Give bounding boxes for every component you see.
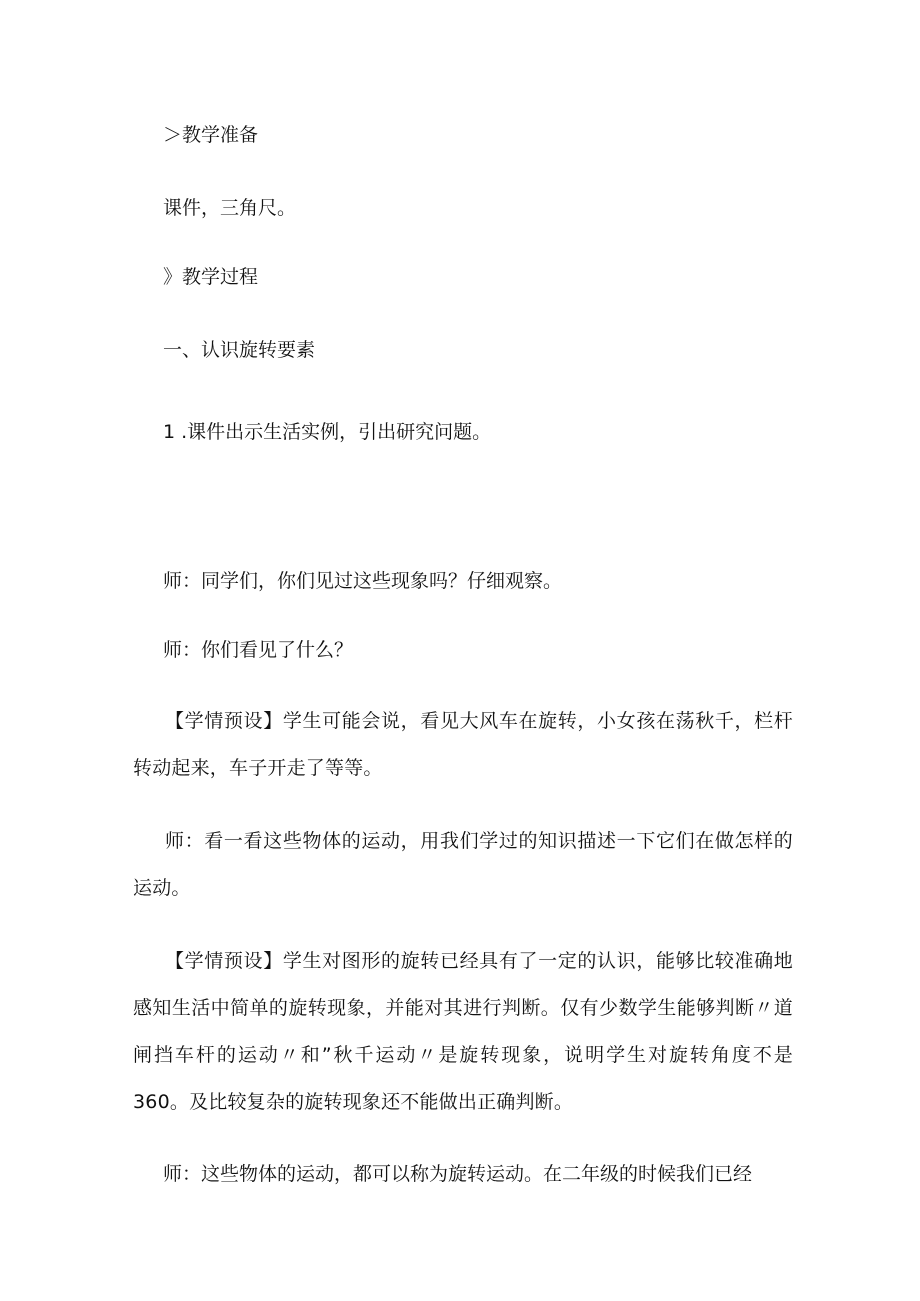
teacher-line: 师：同学们，你们见过这些现象吗？仔细观察。 bbox=[163, 570, 563, 592]
teacher-paragraph: 师：看一看这些物体的运动，用我们学过的知识描述一下它们在做怎样的运动。 bbox=[133, 830, 793, 899]
materials-text: 课件，三角尺。 bbox=[163, 197, 297, 219]
teaching-preparation-heading: ＞教学准备 bbox=[163, 124, 259, 146]
learning-preset-paragraph: 【学情预设】学生可能会说，看见大风车在旋转，小女孩在荡秋千，栏杆转动起来，车子开走了等等。 bbox=[133, 710, 793, 779]
section-heading: 一、认识旋转要素 bbox=[163, 339, 316, 361]
step-item: 1 .课件出示生活实例，引出研究问题。 bbox=[163, 421, 492, 443]
teaching-process-heading: 》教学过程 bbox=[163, 266, 259, 288]
teacher-line: 师：这些物体的运动，都可以称为旋转运动。在二年级的时候我们已经 bbox=[163, 1163, 753, 1185]
learning-preset-paragraph: 【学情预设】学生对图形的旋转已经具有了一定的认识，能够比较准确地感知生活中简单的旋转现象，并能对其进行判断。仅有少数学生能够判断〃道闸挡车杆的运动〃和”秋千运动〃是旋转现象，说明学生对旋转角度不是360。及比较复杂的旋转现象还不能做出正确判断。 bbox=[133, 950, 793, 1113]
teacher-line: 师：你们看见了什么？ bbox=[163, 639, 354, 661]
